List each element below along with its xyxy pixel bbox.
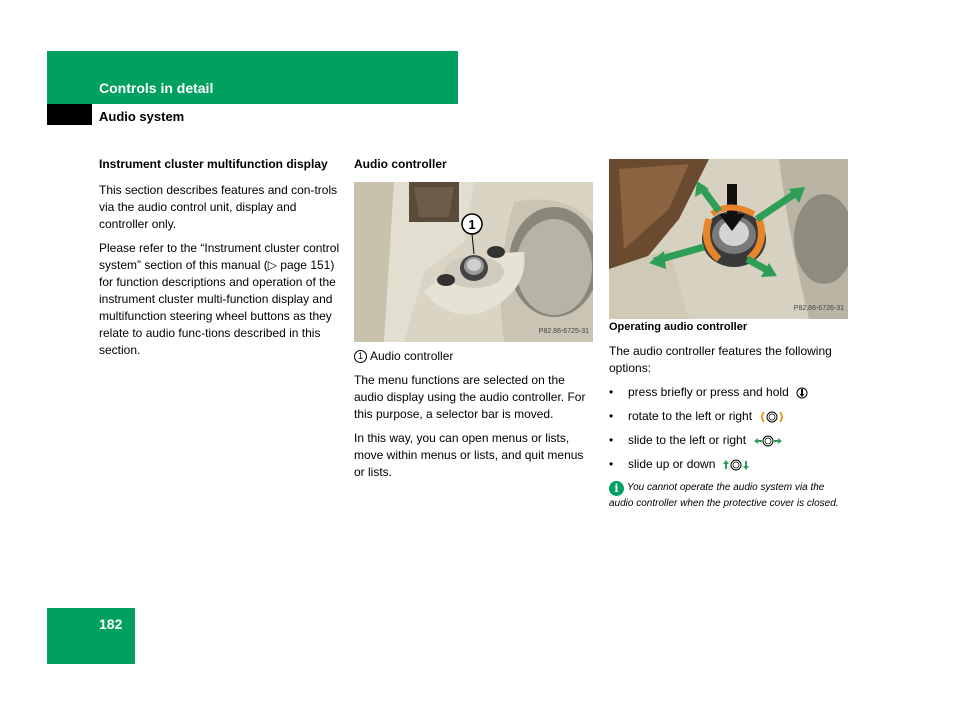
- audio-controller-photo: [354, 182, 593, 342]
- photo-code: P82.86-6725-31: [538, 328, 589, 335]
- info-note: [609, 480, 849, 511]
- controller-directions-illustration: [609, 159, 848, 319]
- callout-legend: [354, 348, 594, 365]
- page-number: 182: [99, 616, 123, 632]
- option-slide-lr-label: slide to the left or right: [628, 433, 747, 447]
- note-text: You cannot operate the audio system via the audio controller when the protective cover is closed.: [609, 482, 839, 509]
- options-list: [609, 384, 849, 473]
- figure-caption: Operating audio controller: [609, 321, 748, 333]
- section-title: Audio system: [99, 109, 185, 124]
- callout-1-marker: 1: [468, 217, 476, 232]
- option-rotate-label: rotate to the left or right: [628, 409, 753, 423]
- info-icon: i: [609, 481, 624, 496]
- chapter-title: Controls in detail: [99, 80, 214, 96]
- option-slide-ud-label: slide up or down: [628, 457, 716, 471]
- callout-number: 1: [354, 350, 367, 363]
- header-band: [47, 51, 458, 104]
- paragraph-menu-functions: The menu functions are selected on the audio display using the audio controller. For this purpose, a selector bar is moved.: [354, 373, 586, 421]
- column-audio-controller: [354, 156, 594, 488]
- heading-audio-controller: Audio controller: [354, 157, 447, 171]
- slide-up-down-icon: [723, 459, 749, 471]
- callout-label: Audio controller: [370, 349, 454, 363]
- paragraph-reference: Please refer to the “Instrument cluster control system” section of this manual (▷ page 151) for function descriptions and operation of the instrument cluster multi-function display and multifunction steering wheel buttons as they relate to audio func-tions described in this section.: [99, 241, 340, 357]
- paragraph-options-intro: The audio controller features the following options:: [609, 344, 832, 375]
- section-marker: [47, 104, 92, 125]
- list-item: [609, 432, 849, 449]
- center-console-illustration: [354, 182, 593, 342]
- list-item: [609, 408, 849, 425]
- slide-left-right-icon: [753, 435, 783, 447]
- paragraph-menus-lists: In this way, you can open menus or lists, move within menus or lists, and quit menus or lists.: [354, 431, 584, 479]
- paragraph-intro: This section describes features and con-trols via the audio control unit, display and controller only.: [99, 183, 338, 231]
- press-icon: [796, 387, 808, 399]
- photo-code: P82.86-6726-31: [793, 305, 844, 312]
- heading-instrument-cluster: Instrument cluster multifunction display: [99, 157, 328, 171]
- column-operating-controller: [609, 159, 849, 518]
- operating-controller-photo: [609, 159, 848, 319]
- list-item: [609, 384, 849, 401]
- list-item: [609, 456, 849, 473]
- option-press-label: press briefly or press and hold: [628, 385, 789, 399]
- rotate-icon: [759, 410, 785, 424]
- column-instrument-cluster: [99, 156, 341, 366]
